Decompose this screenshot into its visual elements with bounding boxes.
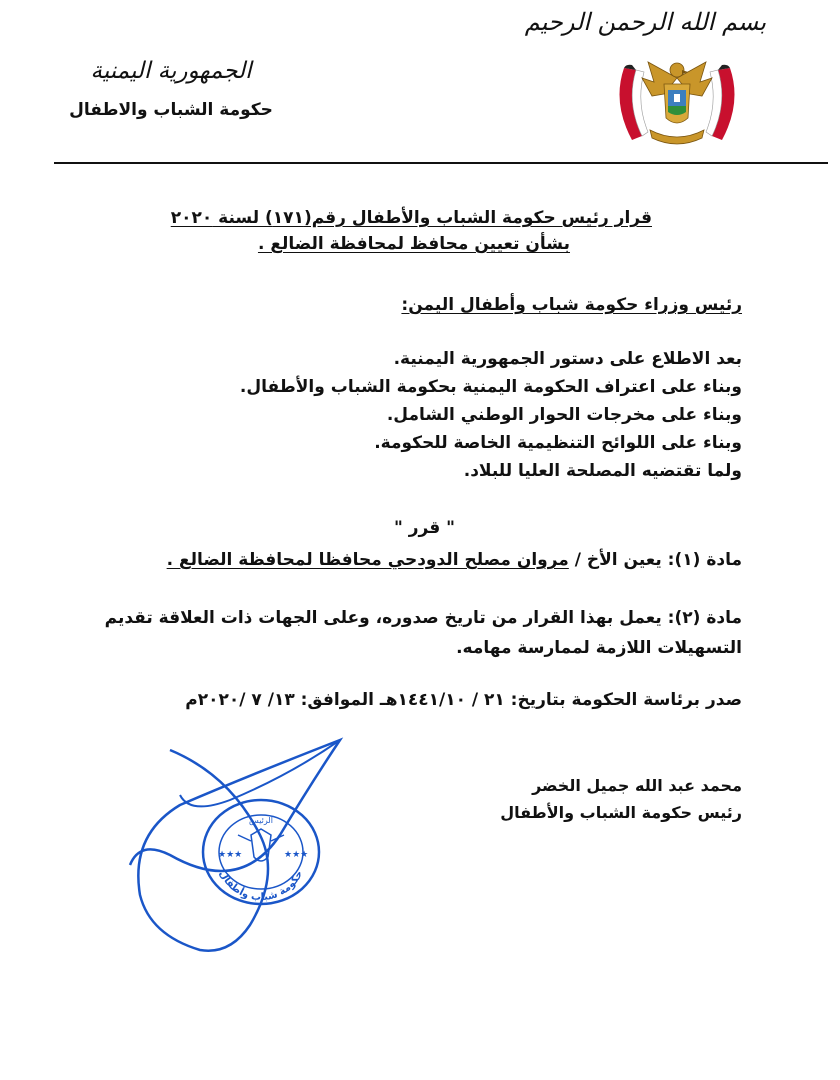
stamp-center-text: الرئيس <box>249 816 273 825</box>
recital-line: بعد الاطلاع على دستور الجمهورية اليمنية. <box>393 349 742 369</box>
article-1-prefix: مادة (١): يعين الأخ / <box>568 550 742 570</box>
svg-text:★★★: ★★★ <box>284 850 309 860</box>
article-1-appointee: مروان مصلح الدودحي محافظا لمحافظة الضالع . <box>166 550 569 570</box>
basmala: بسم الله الرحمن الرحيم <box>524 8 766 36</box>
signatory-title: رئيس حكومة الشباب والأطفال <box>500 803 742 822</box>
recitals <box>240 345 742 485</box>
article-2-line: التسهيلات اللازمة لممارسة مهامه. <box>456 638 742 658</box>
article-2 <box>105 603 742 663</box>
decree-title: قرار رئيس حكومة الشباب والأطفال رقم(١٧١) لسنة ٢٠٢٠ <box>170 208 652 228</box>
signatory-name: محمد عبد الله جميل الخضر <box>532 776 742 795</box>
article-2-line: مادة (٢): يعمل بهذا القرار من تاريخ صدوره، وعلى الجهات ذات العلاقة تقديم <box>104 608 742 628</box>
recital-line: وبناء على اللوائح التنظيمية الخاصة للحكومة. <box>374 433 742 453</box>
svg-text:★★★: ★★★ <box>218 850 243 860</box>
handwritten-signature <box>110 715 430 965</box>
recital-line: وبناء على مخرجات الحوار الوطني الشامل. <box>386 405 742 425</box>
issue-date-line: صدر برئاسة الحكومة بتاريخ: ٢١ / ١٤٤١/١٠هـ الموافق: ١٣/ ٧ /٢٠٢٠م <box>185 690 742 710</box>
stamp-ring-text: حكومة شباب وأطفال <box>216 868 306 904</box>
recital-line: ولما تقتضيه المصلحة العليا للبلاد. <box>463 461 742 481</box>
yemen-eagle-emblem-icon <box>602 48 752 158</box>
government-heading: حكومة الشباب والاطفال <box>69 100 273 120</box>
republic-heading: الجمهورية اليمنية <box>90 58 252 84</box>
decree-subject: بشأن تعيين محافظ لمحافظة الضالع . <box>257 234 570 254</box>
recital-line: وبناء على اعتراف الحكومة اليمنية بحكومة الشباب والأطفال. <box>239 377 742 397</box>
decision-heading: " قرر " <box>393 518 455 538</box>
header-divider <box>54 162 828 164</box>
article-1 <box>167 550 742 570</box>
issuer-line: رئيس وزراء حكومة شباب وأطفال اليمن: <box>401 295 742 315</box>
